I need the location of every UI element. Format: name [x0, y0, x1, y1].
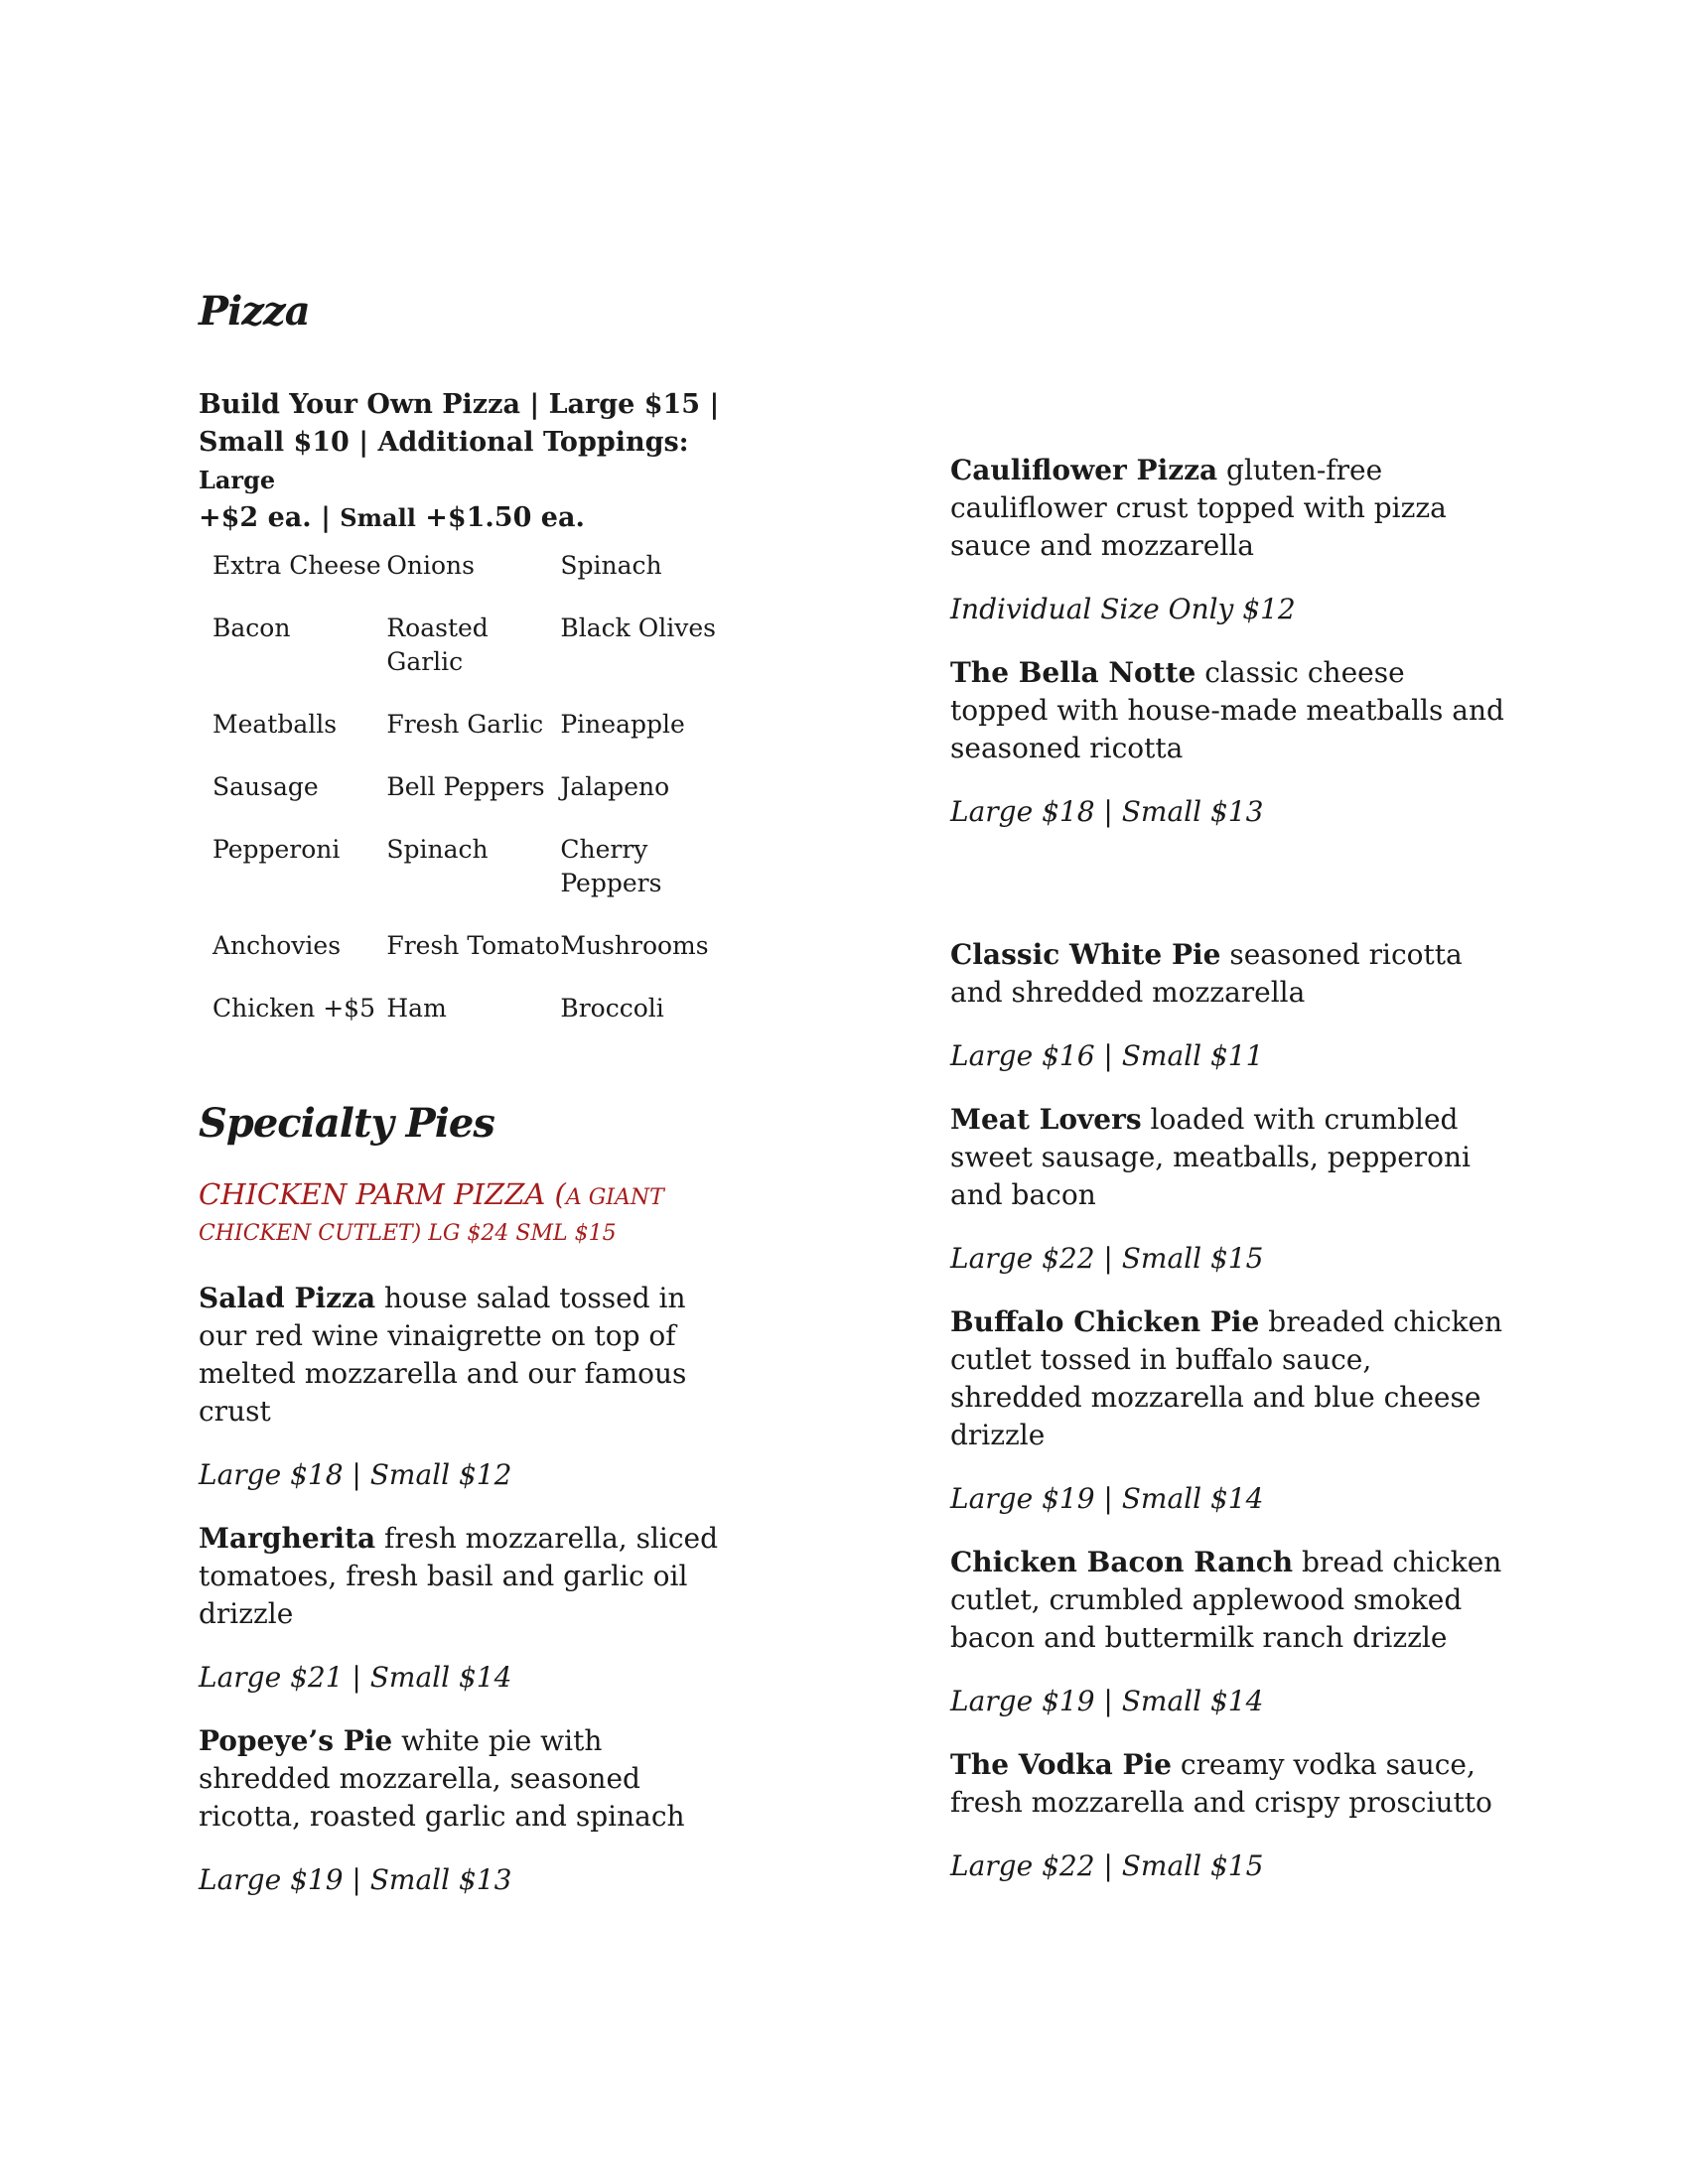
topping: Fresh Garlic [386, 710, 544, 739]
toppings-row [212, 992, 735, 1054]
menu-item-desc: house salad tossed in our red wine vinaigrette on top of melted mozzarella and our famous crust [199, 1282, 687, 1428]
specialty-section-title: Specialty Pies [199, 1100, 494, 1147]
menu-item-price: Large $22 | Small $15 [950, 1849, 1264, 1882]
topping: Broccoli [560, 994, 664, 1023]
byo-text: +$2 ea. | [199, 502, 341, 533]
topping: Roasted Garlic [386, 614, 489, 676]
menu-item-price: Individual Size Only $12 [950, 593, 1296, 625]
menu-item [950, 1746, 1506, 1822]
build-your-own-header [199, 386, 735, 537]
menu-item [950, 936, 1506, 1012]
featured-item [199, 1178, 735, 1250]
menu-item [950, 1303, 1506, 1454]
topping: Sausage [212, 772, 319, 801]
menu-item-desc: classic cheese topped with house-made meatballs and seasoned ricotta [950, 656, 1504, 764]
menu-item [950, 1544, 1506, 1657]
toppings-row [212, 929, 735, 992]
featured-item-detail: A GIANT CHICKEN CUTLET) LG $24 SML $15 [199, 1185, 664, 1246]
menu-item-desc: white pie with shredded mozzarella, seasoned ricotta, roasted garlic and spinach [199, 1724, 685, 1833]
toppings-row [212, 549, 735, 612]
spacer [950, 857, 1506, 936]
byo-line-3 [199, 499, 735, 537]
menu-item-name: Salad Pizza [199, 1282, 376, 1314]
topping: Meatballs [212, 710, 338, 739]
byo-text-small: Large [199, 466, 276, 494]
topping: Extra Cheese [212, 551, 381, 580]
menu-item [950, 452, 1506, 565]
topping: Jalapeno [560, 772, 670, 801]
topping: Spinach [560, 551, 662, 580]
menu-item-name: Cauliflower Pizza [950, 454, 1218, 486]
menu-item-desc: breaded chicken cutlet tossed in buffalo sauce, shredded mozzarella and blue cheese drizzle [950, 1305, 1503, 1451]
menu-item-price: Large $22 | Small $15 [950, 1242, 1264, 1275]
topping: Bacon [212, 614, 291, 642]
menu-item-name: Chicken Bacon Ranch [950, 1546, 1294, 1578]
topping: Ham [386, 994, 447, 1023]
left-menu-list [199, 1280, 735, 1899]
topping: Pineapple [560, 710, 685, 739]
menu-item-price: Large $19 | Small $14 [950, 1685, 1264, 1717]
menu-item-desc: loaded with crumbled sweet sausage, meatballs, pepperoni and bacon [950, 1103, 1471, 1211]
topping: Fresh Tomato [386, 931, 560, 960]
menu-item-desc: fresh mozzarella, sliced tomatoes, fresh basil and garlic oil drizzle [199, 1522, 719, 1630]
byo-line-2 [199, 424, 735, 499]
menu-item [199, 1280, 735, 1431]
menu-item-name: Classic White Pie [950, 938, 1221, 971]
menu-item-name: The Bella Notte [950, 656, 1196, 689]
menu-item-desc: creamy vodka sauce, fresh mozzarella and crispy prosciutto [950, 1748, 1492, 1819]
byo-text: Small $10 | Additional Toppings: [199, 427, 689, 458]
topping: Mushrooms [560, 931, 709, 960]
menu-item [199, 1722, 735, 1836]
menu-item-price: Large $18 | Small $12 [199, 1458, 512, 1491]
toppings-row [212, 612, 735, 708]
byo-line-1: Build Your Own Pizza | Large $15 | [199, 389, 720, 420]
toppings-table [212, 549, 735, 1054]
menu-item-price: Large $21 | Small $14 [199, 1661, 512, 1694]
right-column [950, 452, 1506, 1911]
menu-item-price: Large $19 | Small $13 [199, 1863, 512, 1896]
topping: Onions [386, 551, 475, 580]
menu-item [950, 1101, 1506, 1214]
menu-item-name: The Vodka Pie [950, 1748, 1172, 1781]
left-column [199, 288, 735, 1925]
topping: Black Olives [560, 614, 716, 642]
menu-item-price: Large $19 | Small $14 [950, 1482, 1264, 1515]
menu-item-desc: gluten-free cauliflower crust topped with pizza sauce and mozzarella [950, 454, 1447, 562]
topping: Chicken +$5 [212, 994, 375, 1023]
menu-item-desc: bread chicken cutlet, crumbled applewood smoked bacon and buttermilk ranch drizzle [950, 1546, 1502, 1654]
topping: Pepperoni [212, 835, 341, 864]
topping: Anchovies [212, 931, 342, 960]
featured-item-name: CHICKEN PARM PIZZA ( [199, 1177, 566, 1211]
menu-item [199, 1520, 735, 1633]
toppings-row [212, 833, 735, 929]
byo-text-small: Small [340, 503, 416, 532]
menu-item-name: Margherita [199, 1522, 376, 1555]
menu-item-desc: seasoned ricotta and shredded mozzarella [950, 938, 1463, 1009]
topping: Spinach [386, 835, 489, 864]
menu-item-name: Meat Lovers [950, 1103, 1142, 1136]
menu-item-price: Large $16 | Small $11 [950, 1039, 1264, 1072]
menu-item [950, 654, 1506, 767]
menu-item-price: Large $18 | Small $13 [950, 795, 1264, 828]
menu-item-name: Buffalo Chicken Pie [950, 1305, 1260, 1338]
menu-item-name: Popeye’s Pie [199, 1724, 393, 1757]
topping: Cherry Peppers [560, 835, 662, 897]
topping: Bell Peppers [386, 772, 545, 801]
toppings-row [212, 708, 735, 770]
byo-text: +$1.50 ea. [415, 502, 585, 533]
toppings-row [212, 770, 735, 833]
pizza-section-title: Pizza [199, 288, 310, 335]
